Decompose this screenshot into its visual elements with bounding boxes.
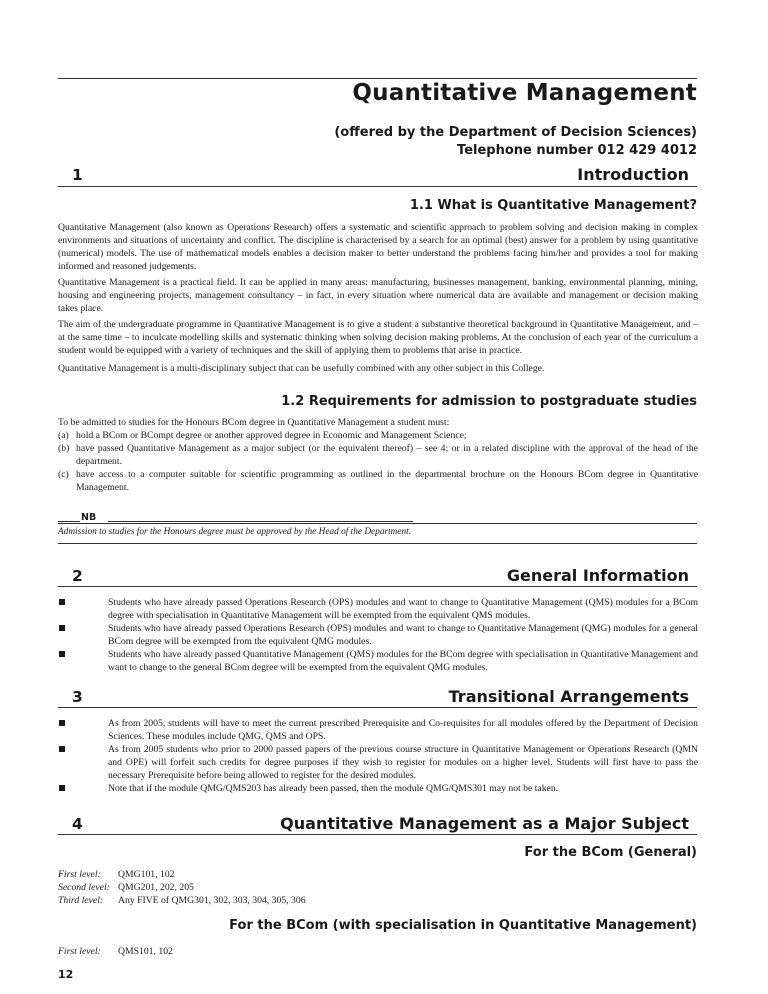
top-rule <box>58 78 697 79</box>
section-2-number: 2 <box>72 567 83 585</box>
nb-note: Admission to studies for the Honours degree must be approved by the Head of the Department. <box>58 527 412 537</box>
level-row: Second level: QMG201, 202, 205 <box>58 882 194 893</box>
bcom-specialisation-levels <box>58 945 173 958</box>
section-3-title: Transitional Arrangements <box>448 687 689 706</box>
nb-label: NB <box>81 512 97 523</box>
bullet-icon <box>59 599 65 605</box>
list-item: (a) hold a BCom or BCompt degree or another approved degree in Economic and Management Science; <box>58 430 467 441</box>
section-3-number: 3 <box>72 688 83 706</box>
offered-by: (offered by the Department of Decision Sciences) <box>334 125 697 140</box>
bullet-icon <box>59 720 65 726</box>
bcom-specialisation-title: For the BCom (with specialisation in Quantitative Management) <box>229 918 697 933</box>
list-item: Students who have already passed Operations Research (OPS) modules and want to change to Quantitative Management (QMS) modules for a BCom degree with specialisation in Quantitative Management will be exempted from the equivalent QMS modules. <box>58 596 698 622</box>
bullet-icon <box>59 651 65 657</box>
list-item: (b) have passed Quantitative Management as a major subject (or the equivalent thereof) – see 4; or in a related discipline with the approval of the head of the department. <box>58 443 698 467</box>
nb-rule-left <box>58 521 80 522</box>
requirements-list <box>58 429 698 494</box>
section-4-number: 4 <box>72 815 83 833</box>
bullet-icon <box>59 625 65 631</box>
page-title: Quantitative Management <box>352 80 697 106</box>
list-item: Students who have already passed Operations Research (OPS) modules and want to change to Quantitative Management (QMG) modules for a general BCom degree will be exempted from the equivalent QMG modules. <box>58 622 698 648</box>
intro-paragraph-3: The aim of the undergraduate programme in Quantitative Management is to give a student a substantive theoretical background in Quantitative Management, and – at the same time – to inculcate modelling skills and systematic thinking when solving decision making problems. At the conclusion of each year of the curriculum a student would be equipped with a variety of techniques and the skill of applying them to problems that arise in practice. <box>58 319 698 356</box>
level-row: First level: QMG101, 102 <box>58 869 175 880</box>
department-info <box>334 124 697 160</box>
section-1-rule <box>58 186 697 187</box>
section-4-rule <box>58 834 697 835</box>
level-row: First level: QMS101, 102 <box>58 946 173 957</box>
bcom-general-levels <box>58 868 306 907</box>
section-1-number: 1 <box>72 166 83 184</box>
bullet-icon <box>59 746 65 752</box>
subsection-1-2-title: 1.2 Requirements for admission to postgraduate studies <box>281 394 697 409</box>
section-2-title: General Information <box>506 566 689 585</box>
list-item: As from 2005 students who prior to 2000 passed papers of the previous course structure in Quantitative Management or Operations Research (QMN and OPE) will forfeit such credits for degree purposes if they wish to register for modules on a higher level. Students will first have to pass the necessary Prerequisite before being allowed to register for the desired modules. <box>58 743 698 782</box>
list-item: (c) have access to a computer suitable for scientific programming as outlined in the departmental brochure on the Honours BCom degree in Quantitative Management. <box>58 469 698 493</box>
subsection-1-1-title: 1.1 What is Quantitative Management? <box>409 198 697 213</box>
requirements-intro: To be admitted to studies for the Honours BCom degree in Quantitative Management a student must: <box>58 417 450 428</box>
section-3-rule <box>58 707 697 708</box>
section-4-title: Quantitative Management as a Major Subject <box>280 814 689 833</box>
bcom-general-title: For the BCom (General) <box>524 845 697 860</box>
list-item: As from 2005, students will have to meet the current prescribed Prerequisite and Co-requisites for all modules offered by the Department of Decision Sciences. These modules include QMG, QMS and OPS. <box>58 717 698 743</box>
bullet-icon <box>59 785 65 791</box>
list-item: Note that if the module QMG/QMS203 has already been passed, then the module QMG/QMS301 may not be taken. <box>58 782 698 795</box>
transitional-list <box>58 717 698 795</box>
intro-paragraph-2: Quantitative Management is a practical field. It can be applied in many areas: manufacturing, businesses management, banking, environmental planning, mining, housing and engineering projects, management consultancy – in fact, in every situation where numerical data are available and management or decision making takes place. <box>58 277 698 314</box>
nb-rule-bottom <box>58 543 697 544</box>
page-number: 12 <box>58 968 74 981</box>
level-row: Third level: Any FIVE of QMG301, 302, 303, 304, 305, 306 <box>58 895 306 906</box>
section-2-rule <box>58 586 697 587</box>
nb-rule-right <box>108 521 413 522</box>
section-1-title: Introduction <box>577 165 689 184</box>
general-info-list <box>58 596 698 674</box>
nb-rule-top <box>58 523 697 524</box>
intro-paragraph-4: Quantitative Management is a multi-disciplinary subject that can be usefully combined with any other subject in this College. <box>58 363 545 374</box>
intro-paragraph-1: Quantitative Management (also known as Operations Research) offers a systematic and scientific approach to problem solving and decision making in complex environments and situations of uncertainty and conflict. The discipline is characterised by a search for an optimal (best) answer for a problem by using quantitative (numerical) models. The use of mathematical models enables a decision maker to better understand the problems facing him/her and provides a tool for making informed and reasoned judgements. <box>58 222 698 272</box>
telephone: Telephone number 012 429 4012 <box>457 143 697 158</box>
list-item: Students who have already passed Quantitative Management (QMS) modules for the BCom degree with specialisation in Quantitative Management and want to change to the general BCom degree will be exempted from the equivalent QMG modules. <box>58 648 698 674</box>
